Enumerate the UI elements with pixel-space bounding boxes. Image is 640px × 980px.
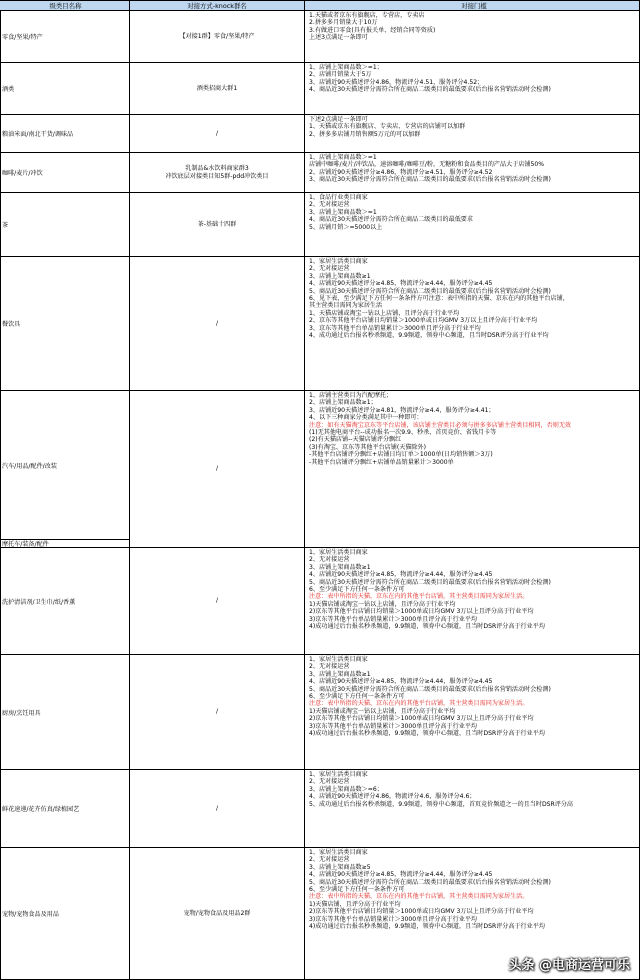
group-name: /	[215, 597, 219, 604]
group-name: /	[215, 319, 219, 327]
category-label: 摩托车/装备/配件	[2, 541, 49, 548]
requirement-line: 2、无对接运营	[309, 201, 350, 209]
category-label: 餐饮具	[2, 321, 21, 328]
requirement-line: 1)天猫店铺，且评分高于行业平均	[309, 900, 401, 908]
requirement-line: 4)成功通过后台报名秒杀频道，9.9频道，领券中心频道，且当时DSR评分高于行业平均	[309, 923, 545, 931]
requirement-line: 其主营类目需同为家居生活	[309, 302, 383, 310]
requirement-line: 3、商品近30天描述评分需符合所在商品二级类目的最低要求(后台报名营销活动时会检测)	[309, 176, 551, 184]
category-label: 茶	[2, 222, 9, 229]
category-label: 洗护清洁剂/卫生巾/纸/香薰	[2, 598, 76, 606]
group-cell	[130, 391, 305, 548]
requirement-warning-line: 注意：表中所指的天猫、京东在内的其他平台店铺，其主营类目需同为家居生活。	[309, 593, 529, 601]
category-label: 酒类	[2, 86, 15, 93]
requirement-line: 4、店铺近90天描述评分≥4.85，物流评分≥4.44，服务评分≥4.45	[309, 678, 493, 686]
requirements-cell	[305, 11, 640, 63]
category-cell	[0, 548, 130, 655]
requirement-line: 2.拼多多月销量大于10万	[309, 19, 378, 27]
requirement-line: 5、商品近30天描述评分需符合所在商品二级类目的最低要求(后台报名营销活动时会检测)	[309, 685, 551, 693]
requirement-line: 2、无对接运营	[309, 856, 350, 864]
requirement-line: 1、店铺主营类目为汽配摩托；	[309, 392, 393, 399]
requirement-line: 2、无对接运营	[309, 663, 350, 671]
requirements-cell	[305, 770, 640, 848]
group-cell	[130, 63, 305, 115]
requirement-line: 4、店铺近90天描述评分≥4.85，物流评分≥4.44，服务评分≥4.45	[309, 571, 493, 579]
requirement-line: 2、京东等其他平台店铺日均销量＞1000单或日均GMV 3万以上且评分高于行业平均	[309, 317, 538, 325]
requirement-line: 3、店铺近90天描述评分4.86，物流评分4.51，服务评分4.52；	[309, 78, 484, 86]
requirement-line: 1、天猫店铺或淘宝一钻以上店铺，且评分高于行业平均	[309, 309, 460, 317]
requirement-line: 4、店铺近90天描述评分≥4.85，物流评分≥4.44，服务评分≥4.45	[309, 280, 493, 288]
group-name: 【对接1群】零食/坚果/特产	[179, 32, 255, 40]
group-name: 茶-基础十四群	[197, 220, 237, 228]
requirement-line: 2、无对接运营	[309, 556, 350, 564]
requirement-line: 3.有做进口零食(具有报关单、经销合同等资质)	[309, 26, 436, 34]
category-label: 汽车/用品/配件/改装	[2, 462, 57, 470]
category-cell	[0, 257, 130, 391]
requirement-line: 1、家居生活类目商家	[309, 849, 368, 856]
requirement-line: 6、至少满足下方任何一条条件方可	[309, 886, 405, 894]
requirement-line: 4)成功通过后台报名秒杀频道，9.9频道，领券中心频道，且当时DSR评分高于行业平均	[309, 730, 545, 738]
group-cell	[130, 548, 305, 655]
requirement-line: 3)京东等其他平台单品销量累计＞3000单且评分高于行业平均	[309, 615, 478, 623]
requirement-line: 上述3点满足一条即可	[309, 34, 368, 42]
requirements-cell	[305, 548, 640, 655]
category-cell	[0, 848, 130, 980]
requirement-line: (1)无其他电商平台--成功报名一次9.9、秒杀、首页竞价、省钱月卡等	[309, 429, 497, 437]
requirement-line: 2、无对接运营	[309, 265, 350, 273]
requirement-line: 1)天猫店铺或淘宝一钻以上店铺，且评分高于行业平均	[309, 600, 456, 608]
requirement-line: 4、商品近30天描述评分需符合所在商品二级类目的最低要求	[309, 216, 473, 224]
category-label: 宠物/宠物食品及用品	[2, 911, 59, 918]
requirement-line: 5、店铺月销＞=5000以上	[309, 223, 383, 231]
group-name: /	[215, 129, 219, 137]
requirement-line: -其他平台店铺评分飘红+店铺日均订单＞1000单(日均销售额＞3万)	[309, 451, 493, 459]
requirement-line: (3)有淘宝、京东等其他平台店铺(天猫除外)	[309, 443, 426, 451]
requirement-line: 3、店铺上架商品数≥1	[309, 563, 371, 571]
requirement-line: 1、家居生活类目商家	[309, 258, 368, 265]
requirement-line: 2、店铺近90天描述评分≥4.86，物流评分≥4.51，服务评分≥4.52	[309, 168, 493, 176]
category-cell	[0, 193, 130, 257]
requirement-line: 4、成功通过后台报名秒杀频道，9.9频道，领券中心频道，且当时DSR评分高于行业平均	[309, 332, 549, 340]
group-cell	[130, 257, 305, 391]
requirement-line: 3、店铺上架商品数≥1	[309, 670, 371, 678]
requirement-line: 下述2点满足一条即可	[309, 116, 368, 123]
requirement-line: 4、商品近30天描述评分需符合所在商品二级类目的最低要求(后台报名营销活动时会检测)	[309, 86, 551, 94]
requirement-line: 1、家居生活类目商家	[309, 549, 368, 556]
requirement-line: (2)有天猫店铺--天猫店铺评分飘红	[309, 436, 402, 444]
header-category: 级类目名称	[0, 1, 130, 11]
requirement-line: 3)京东等其他平台单品销量累计＞3000单且评分高于行业平均	[309, 915, 478, 923]
requirement-line: 1)天猫店铺或淘宝一钻以上店铺，且评分高于行业平均	[309, 707, 456, 715]
requirements-cell	[305, 257, 640, 391]
requirement-line: 6、见下表，至少满足下方任何一条条件方可注意：表中所指的天猫、京东在内的其他平台店铺，	[309, 295, 569, 303]
requirement-line: 4、店铺近90天描述评分≥4.85，物流评分≥4.44，服务评分≥4.45	[309, 871, 493, 879]
category-cell	[0, 540, 130, 548]
requirement-line: 1、店铺上架商品数＞=1	[309, 154, 377, 161]
group-cell	[130, 115, 305, 153]
requirement-line: 1、食品行业类目商家	[309, 194, 368, 201]
requirement-line: 3、京东等其他平台单品销量累计＞3000单且评分高于行业平均	[309, 324, 481, 332]
requirement-line: 5、成功通过后台报名秒杀频道，9.9频道，领券中心频道，首页竞价频道之一的且当时DSR评分高	[309, 800, 574, 808]
requirement-line: 2、拼多多店铺月销售额5万元的可以加群	[309, 130, 421, 138]
requirement-line: 5、商品近30天描述评分需符合所在商品二级类目的最低要求(后台报名营销活动时会检测)	[309, 878, 551, 886]
requirement-line: 4、以下三种商家分类满足其中一种即可：	[309, 414, 423, 422]
category-cell	[0, 770, 130, 848]
requirement-line: 1、家居生活类目商家	[309, 771, 368, 778]
requirement-line: 2)京东等其他平台店铺日均销量＞1000单或日均GMV 3万以上且评分高于行业平均	[309, 908, 534, 916]
requirement-line: 3、店铺上架商品数＞=1	[309, 208, 377, 216]
requirement-line: 6、至少满足下方任何一条条件方可	[309, 586, 405, 594]
group-cell	[130, 770, 305, 848]
group-cell	[130, 193, 305, 257]
requirement-line: 2)京东等其他平台店铺日均销量＞1000单或日均GMV 3万以上且评分高于行业平均	[309, 608, 534, 616]
category-cell	[0, 391, 130, 540]
requirements-cell	[305, 115, 640, 153]
requirement-line: 2、店铺月销量大于5万	[309, 71, 372, 79]
group-name: /	[215, 804, 219, 812]
category-cell	[0, 655, 130, 770]
requirement-line: 1、家居生活类目商家	[309, 656, 368, 663]
requirement-line: 5、商品近30天描述评分需符合所在商品二级类目的最低要求(后台报名营销活动时会检测)	[309, 578, 551, 586]
requirement-line: 店铺中咖啡/麦片/冲饮品，速溶咖啡/咖啡豆/粉，无糖粉和食品类目的产品大于店铺50%	[309, 161, 545, 169]
header-requirements: 对接门槛	[305, 1, 640, 11]
category-cell	[0, 115, 130, 153]
group-name: 酒类招商大群1	[196, 84, 238, 92]
group-name: /	[215, 465, 219, 472]
requirement-line: 2、店铺上架商品数≥1；	[309, 399, 377, 407]
requirement-line: 3)京东等其他平台单品销量累计＞3000单且评分高于行业平均	[309, 722, 478, 730]
requirement-line: 6、至少满足下方任何一条条件方可	[309, 693, 405, 701]
requirements-cell	[305, 193, 640, 257]
requirement-line: 1.天猫或者京东有旗舰店，专营店，专卖店	[309, 12, 425, 19]
requirement-line: 2、无对接运营	[309, 778, 350, 786]
requirement-line: 3、店铺近90天描述评分≥4.81，物流评分≥4.4，服务评分≥4.41；	[309, 406, 495, 414]
requirement-warning-line: 注意：表中所指的天猫、京东在内的其他平台店铺，其主营类目需同为家居生活。	[309, 893, 529, 901]
group-cell	[130, 848, 305, 980]
requirement-warning-line: 注意：如有天猫淘宝京东等平台店铺，该店铺主营类目必须与拼多多店铺主营类目相同，否则无效	[309, 421, 572, 429]
category-cell	[0, 153, 130, 193]
category-label: 厨房/烹饪用具	[2, 709, 41, 717]
group-name: 乳制品&水饮料商家群3	[185, 164, 249, 172]
group-cell	[130, 655, 305, 770]
requirement-line: 4)成功通过后台报名秒杀频道，9.9频道，领券中心频道，且当时DSR评分高于行业平均	[309, 623, 545, 631]
requirement-line: 3、店铺上架商品数＞=6；	[309, 785, 383, 793]
requirements-cell	[305, 391, 640, 548]
category-label: 咖啡/麦片/冲饮	[2, 170, 43, 177]
group-name: 宠物/宠物食品及用品2群	[183, 909, 251, 917]
requirements-cell	[305, 655, 640, 770]
requirement-line: 3、店铺上架商品数≥1	[309, 272, 371, 280]
group-name: /	[215, 708, 219, 715]
category-label: 粮油米面/南北干货/调味品	[2, 131, 74, 138]
requirement-line: 4、店铺近90天描述评分4.86，物流评分4.6，服务评分4.6；	[309, 793, 476, 801]
requirements-cell	[305, 153, 640, 193]
category-label: 鲜花速递/花卉仿真/绿植园艺	[2, 806, 80, 813]
requirement-line: -其他平台店铺评分飘红+店铺单品销量累计＞3000单	[309, 458, 454, 466]
category-cell	[0, 11, 130, 63]
watermark: 头条 @电商运营可乐	[508, 958, 630, 973]
requirement-line: 1、店铺上架商品数＞=1；	[309, 64, 383, 71]
group-cell	[130, 11, 305, 63]
header-group-name: 对接方式-knock群名	[130, 1, 305, 11]
group-cell	[130, 153, 305, 193]
requirement-line: 5、商品近30天描述评分需符合所在商品二级类目的最低要求(后台报名营销活动时会检测)	[309, 287, 551, 295]
category-cell	[0, 63, 130, 115]
requirement-line: 3、店铺上架商品数≥5	[309, 863, 371, 871]
requirement-line: 1、天猫或京东有旗舰店、专卖店、专营店的店铺可以加群	[309, 123, 466, 131]
requirements-cell	[305, 63, 640, 115]
requirement-line: 2)京东等其他平台店铺日均销量＞1000单或日均GMV 3万以上且评分高于行业平均	[309, 715, 534, 723]
group-name: 冲饮底层对接类目知5群-pdd冲饮类目	[165, 172, 269, 180]
requirement-warning-line: 注意：表中所指的天猫、京东在内的其他平台店铺，其主营类目需同为家居生活。	[309, 700, 529, 708]
category-label: 零食/坚果/特产	[2, 34, 43, 41]
